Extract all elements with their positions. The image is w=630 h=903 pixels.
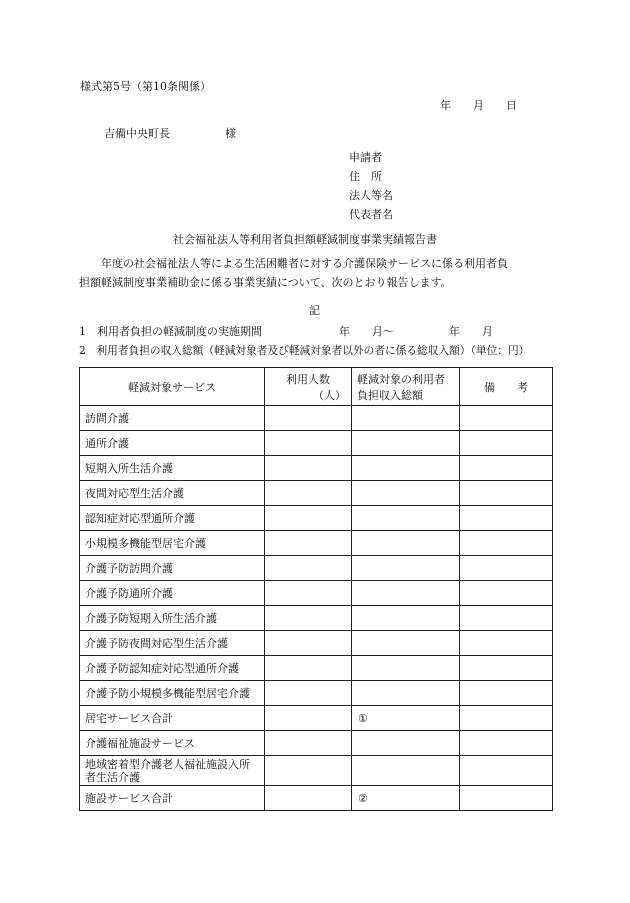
- date-line: 年 月 日: [440, 99, 517, 112]
- ki-heading: 記: [309, 304, 320, 317]
- users-cell: [265, 556, 352, 581]
- remarks-cell: [460, 531, 553, 556]
- users-cell: [265, 681, 352, 706]
- table-row: [80, 556, 553, 581]
- users-cell: [265, 631, 352, 656]
- service-cell: 介護予防訪問介護: [80, 556, 265, 581]
- revenue-cell: [352, 531, 460, 556]
- users-cell: [265, 531, 352, 556]
- service-cell: 介護福祉施設サービス: [80, 731, 265, 756]
- table-row: [80, 406, 553, 431]
- table-row: [80, 531, 553, 556]
- table-row: [80, 706, 553, 731]
- header-service: 軽減対象サービス: [80, 368, 265, 406]
- table-row: [80, 481, 553, 506]
- table-row: [80, 631, 553, 656]
- table-row: [80, 456, 553, 481]
- remarks-cell: [460, 406, 553, 431]
- remarks-cell: [460, 656, 553, 681]
- users-cell: [265, 581, 352, 606]
- remarks-cell: [460, 556, 553, 581]
- revenue-cell: [352, 656, 460, 681]
- users-cell: [265, 406, 352, 431]
- table-row: [80, 681, 553, 706]
- revenue-cell: ②: [352, 786, 460, 811]
- service-cell: 夜間対応型生活介護: [80, 481, 265, 506]
- revenue-cell: [352, 556, 460, 581]
- table-row: [80, 786, 553, 811]
- revenue-cell: [352, 431, 460, 456]
- form-number: 様式第5号（第10条関係）: [80, 80, 211, 93]
- table-row: [80, 656, 553, 681]
- remarks-cell: [460, 731, 553, 756]
- users-cell: [265, 431, 352, 456]
- users-cell: [265, 756, 352, 786]
- applicant-label: 申請者: [349, 151, 382, 164]
- table-row: [80, 606, 553, 631]
- remarks-cell: [460, 481, 553, 506]
- service-cell: 小規模多機能型居宅介護: [80, 531, 265, 556]
- service-cell: 施設サービス合計: [80, 786, 265, 811]
- users-cell: [265, 481, 352, 506]
- users-cell: [265, 656, 352, 681]
- table-row: [80, 731, 553, 756]
- remarks-cell: [460, 606, 553, 631]
- body-text-line-2: 担額軽減制度事業補助金に係る事業実績について、次のとおり報告します。: [79, 276, 452, 289]
- service-cell: 介護予防小規模多機能型居宅介護: [80, 681, 265, 706]
- revenue-cell: [352, 506, 460, 531]
- users-cell: [265, 731, 352, 756]
- table-row: [80, 581, 553, 606]
- service-cell: 訪問介護: [80, 406, 265, 431]
- table-header-row: [80, 368, 553, 406]
- applicant-representative: 代表者名: [349, 208, 393, 221]
- document-title: 社会福祉法人等利用者負担額軽減制度事業実績報告書: [173, 233, 437, 246]
- remarks-cell: [460, 706, 553, 731]
- remarks-cell: [460, 506, 553, 531]
- revenue-cell: [352, 606, 460, 631]
- header-revenue: 軽減対象の利用者 負担収入総額: [352, 368, 460, 406]
- header-remarks: 備 考: [460, 368, 553, 406]
- service-cell: 居宅サービス合計: [80, 706, 265, 731]
- applicant-address: 住 所: [349, 170, 382, 183]
- revenue-cell: [352, 756, 460, 786]
- users-cell: [265, 786, 352, 811]
- revenue-cell: [352, 456, 460, 481]
- revenue-cell: [352, 481, 460, 506]
- service-cell: 短期入所生活介護: [80, 456, 265, 481]
- table-body: [80, 406, 553, 811]
- header-users: 利用人数 （人）: [265, 368, 352, 406]
- revenue-table: [79, 367, 553, 811]
- item-1: 1 利用者負担の軽減制度の実施期間 年 月～ 年 月: [79, 325, 493, 338]
- revenue-cell: [352, 631, 460, 656]
- revenue-cell: [352, 581, 460, 606]
- service-cell: 地域密着型介護老人福祉施設入所者生活介護: [80, 756, 265, 786]
- table-row: [80, 506, 553, 531]
- service-cell: 介護予防夜間対応型生活介護: [80, 631, 265, 656]
- addressee: 吉備中央町長 様: [104, 127, 236, 140]
- revenue-cell: [352, 731, 460, 756]
- remarks-cell: [460, 581, 553, 606]
- service-cell: 介護予防短期入所生活介護: [80, 606, 265, 631]
- remarks-cell: [460, 786, 553, 811]
- remarks-cell: [460, 456, 553, 481]
- users-cell: [265, 706, 352, 731]
- revenue-cell: [352, 406, 460, 431]
- service-cell: 介護予防通所介護: [80, 581, 265, 606]
- remarks-cell: [460, 631, 553, 656]
- body-text-line-1: 年度の社会福祉法人等による生活困難者に対する介護保険サービスに係る利用者負: [79, 257, 508, 270]
- applicant-org-name: 法人等名: [349, 189, 393, 202]
- service-cell: 介護予防認知症対応型通所介護: [80, 656, 265, 681]
- remarks-cell: [460, 681, 553, 706]
- remarks-cell: [460, 431, 553, 456]
- table-row: [80, 756, 553, 786]
- users-cell: [265, 506, 352, 531]
- users-cell: [265, 456, 352, 481]
- service-cell: 認知症対応型通所介護: [80, 506, 265, 531]
- users-cell: [265, 606, 352, 631]
- revenue-cell: [352, 681, 460, 706]
- item-2: 2 利用者負担の収入総額（軽減対象者及び軽減対象者以外の者に係る総収入額）（単位：円）: [79, 344, 530, 357]
- service-cell: 通所介護: [80, 431, 265, 456]
- revenue-cell: ①: [352, 706, 460, 731]
- table-row: [80, 431, 553, 456]
- remarks-cell: [460, 756, 553, 786]
